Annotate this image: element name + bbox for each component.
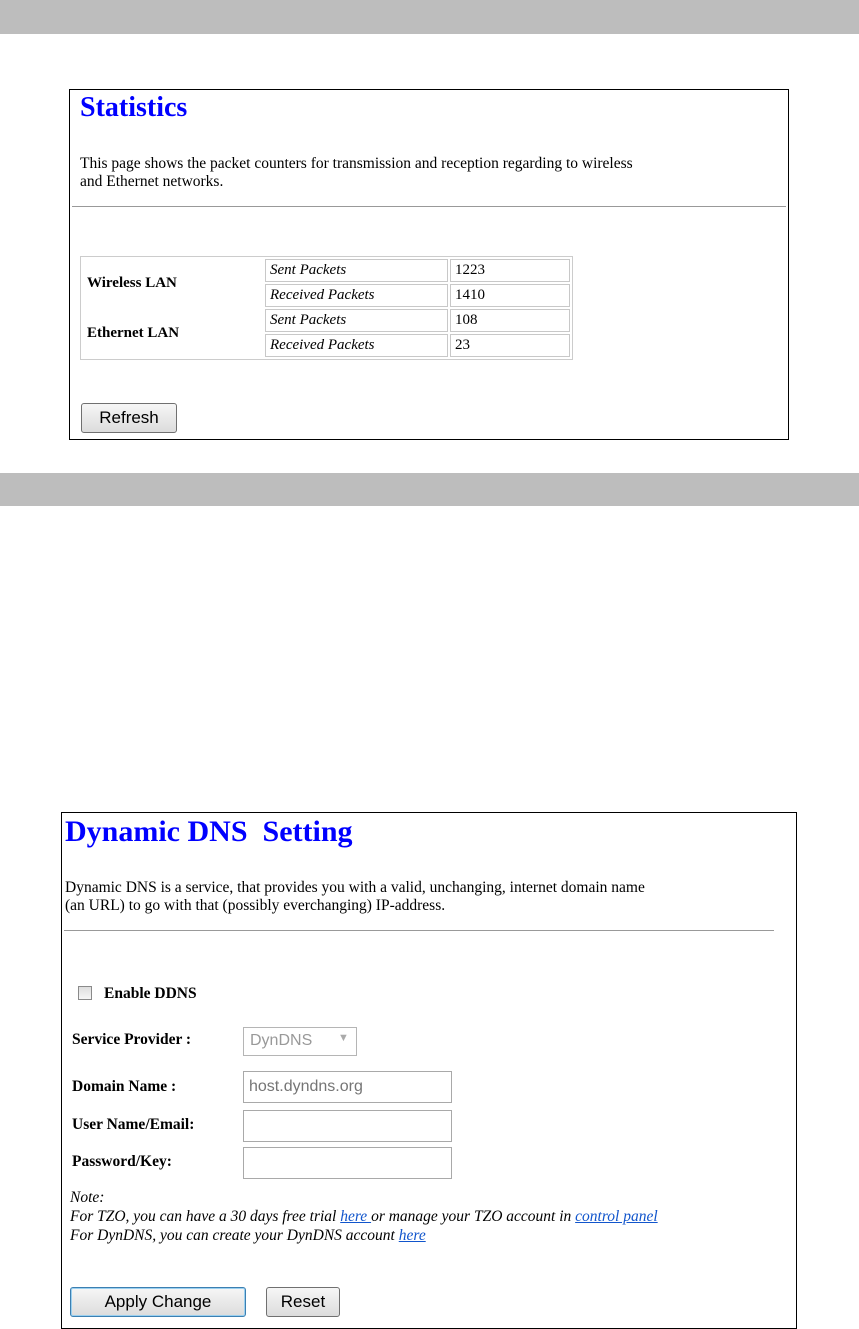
row-label: Received Packets — [265, 284, 448, 307]
row-label: Sent Packets — [265, 259, 448, 282]
service-provider-label: Service Provider : — [72, 1031, 192, 1048]
note-dyndns-prefix: For DynDNS, you can create your DynDNS account — [70, 1227, 399, 1244]
service-provider-value: DynDNS — [250, 1032, 313, 1049]
description-line-2: and Ethernet networks. — [80, 173, 224, 190]
reset-button[interactable]: Reset — [266, 1287, 340, 1317]
password-input[interactable] — [243, 1147, 452, 1179]
ddns-panel — [61, 812, 797, 1329]
description-line-1: This page shows the packet counters for transmission and reception regarding to wireless — [80, 155, 633, 172]
statistics-table — [80, 256, 573, 360]
divider — [64, 930, 774, 931]
description-line-1: Dynamic DNS is a service, that provides you with a valid, unchanging, internet domain name — [65, 879, 645, 896]
table-row — [83, 309, 570, 332]
enable-ddns-label: Enable DDNS — [104, 985, 197, 1002]
note-tzo-prefix: For TZO, you can have a 30 days free trial — [70, 1208, 341, 1225]
middle-gray-bar — [0, 473, 859, 506]
note-block — [70, 1188, 658, 1245]
domain-name-input[interactable] — [243, 1071, 452, 1103]
description-line-2: (an URL) to go with that (possibly everchanging) IP-address. — [65, 897, 446, 914]
ddns-description — [65, 879, 645, 915]
group-name: Ethernet LAN — [87, 324, 180, 341]
dyndns-create-account-link[interactable]: here — [398, 1227, 426, 1244]
row-value: 108 — [450, 309, 570, 332]
row-value: 1410 — [450, 284, 570, 307]
domain-name-label: Domain Name : — [72, 1078, 177, 1095]
user-name-input[interactable] — [243, 1110, 452, 1142]
note-tzo-middle: or manage your TZO account in — [371, 1208, 576, 1225]
row-value: 23 — [450, 334, 570, 357]
row-label: Received Packets — [265, 334, 448, 357]
divider — [72, 206, 786, 207]
page-title: Statistics — [80, 92, 188, 123]
apply-change-button[interactable]: Apply Change — [70, 1287, 246, 1317]
chevron-down-icon: ▼ — [338, 1032, 349, 1044]
row-value: 1223 — [450, 259, 570, 282]
top-gray-bar — [0, 0, 859, 34]
password-label: Password/Key: — [72, 1153, 172, 1170]
service-provider-select[interactable] — [243, 1027, 357, 1056]
user-name-label: User Name/Email: — [72, 1116, 195, 1133]
tzo-control-panel-link[interactable]: control panel — [575, 1208, 658, 1225]
page-description — [80, 155, 633, 191]
tzo-free-trial-link[interactable]: here — [340, 1208, 372, 1225]
enable-ddns-checkbox[interactable] — [78, 986, 92, 1000]
row-label: Sent Packets — [265, 309, 448, 332]
table-row — [83, 259, 570, 282]
refresh-button[interactable]: Refresh — [81, 403, 177, 433]
statistics-panel — [69, 89, 789, 440]
group-name: Wireless LAN — [87, 274, 177, 291]
note-title: Note: — [70, 1189, 105, 1206]
ddns-title: Dynamic DNS Setting — [65, 815, 353, 848]
